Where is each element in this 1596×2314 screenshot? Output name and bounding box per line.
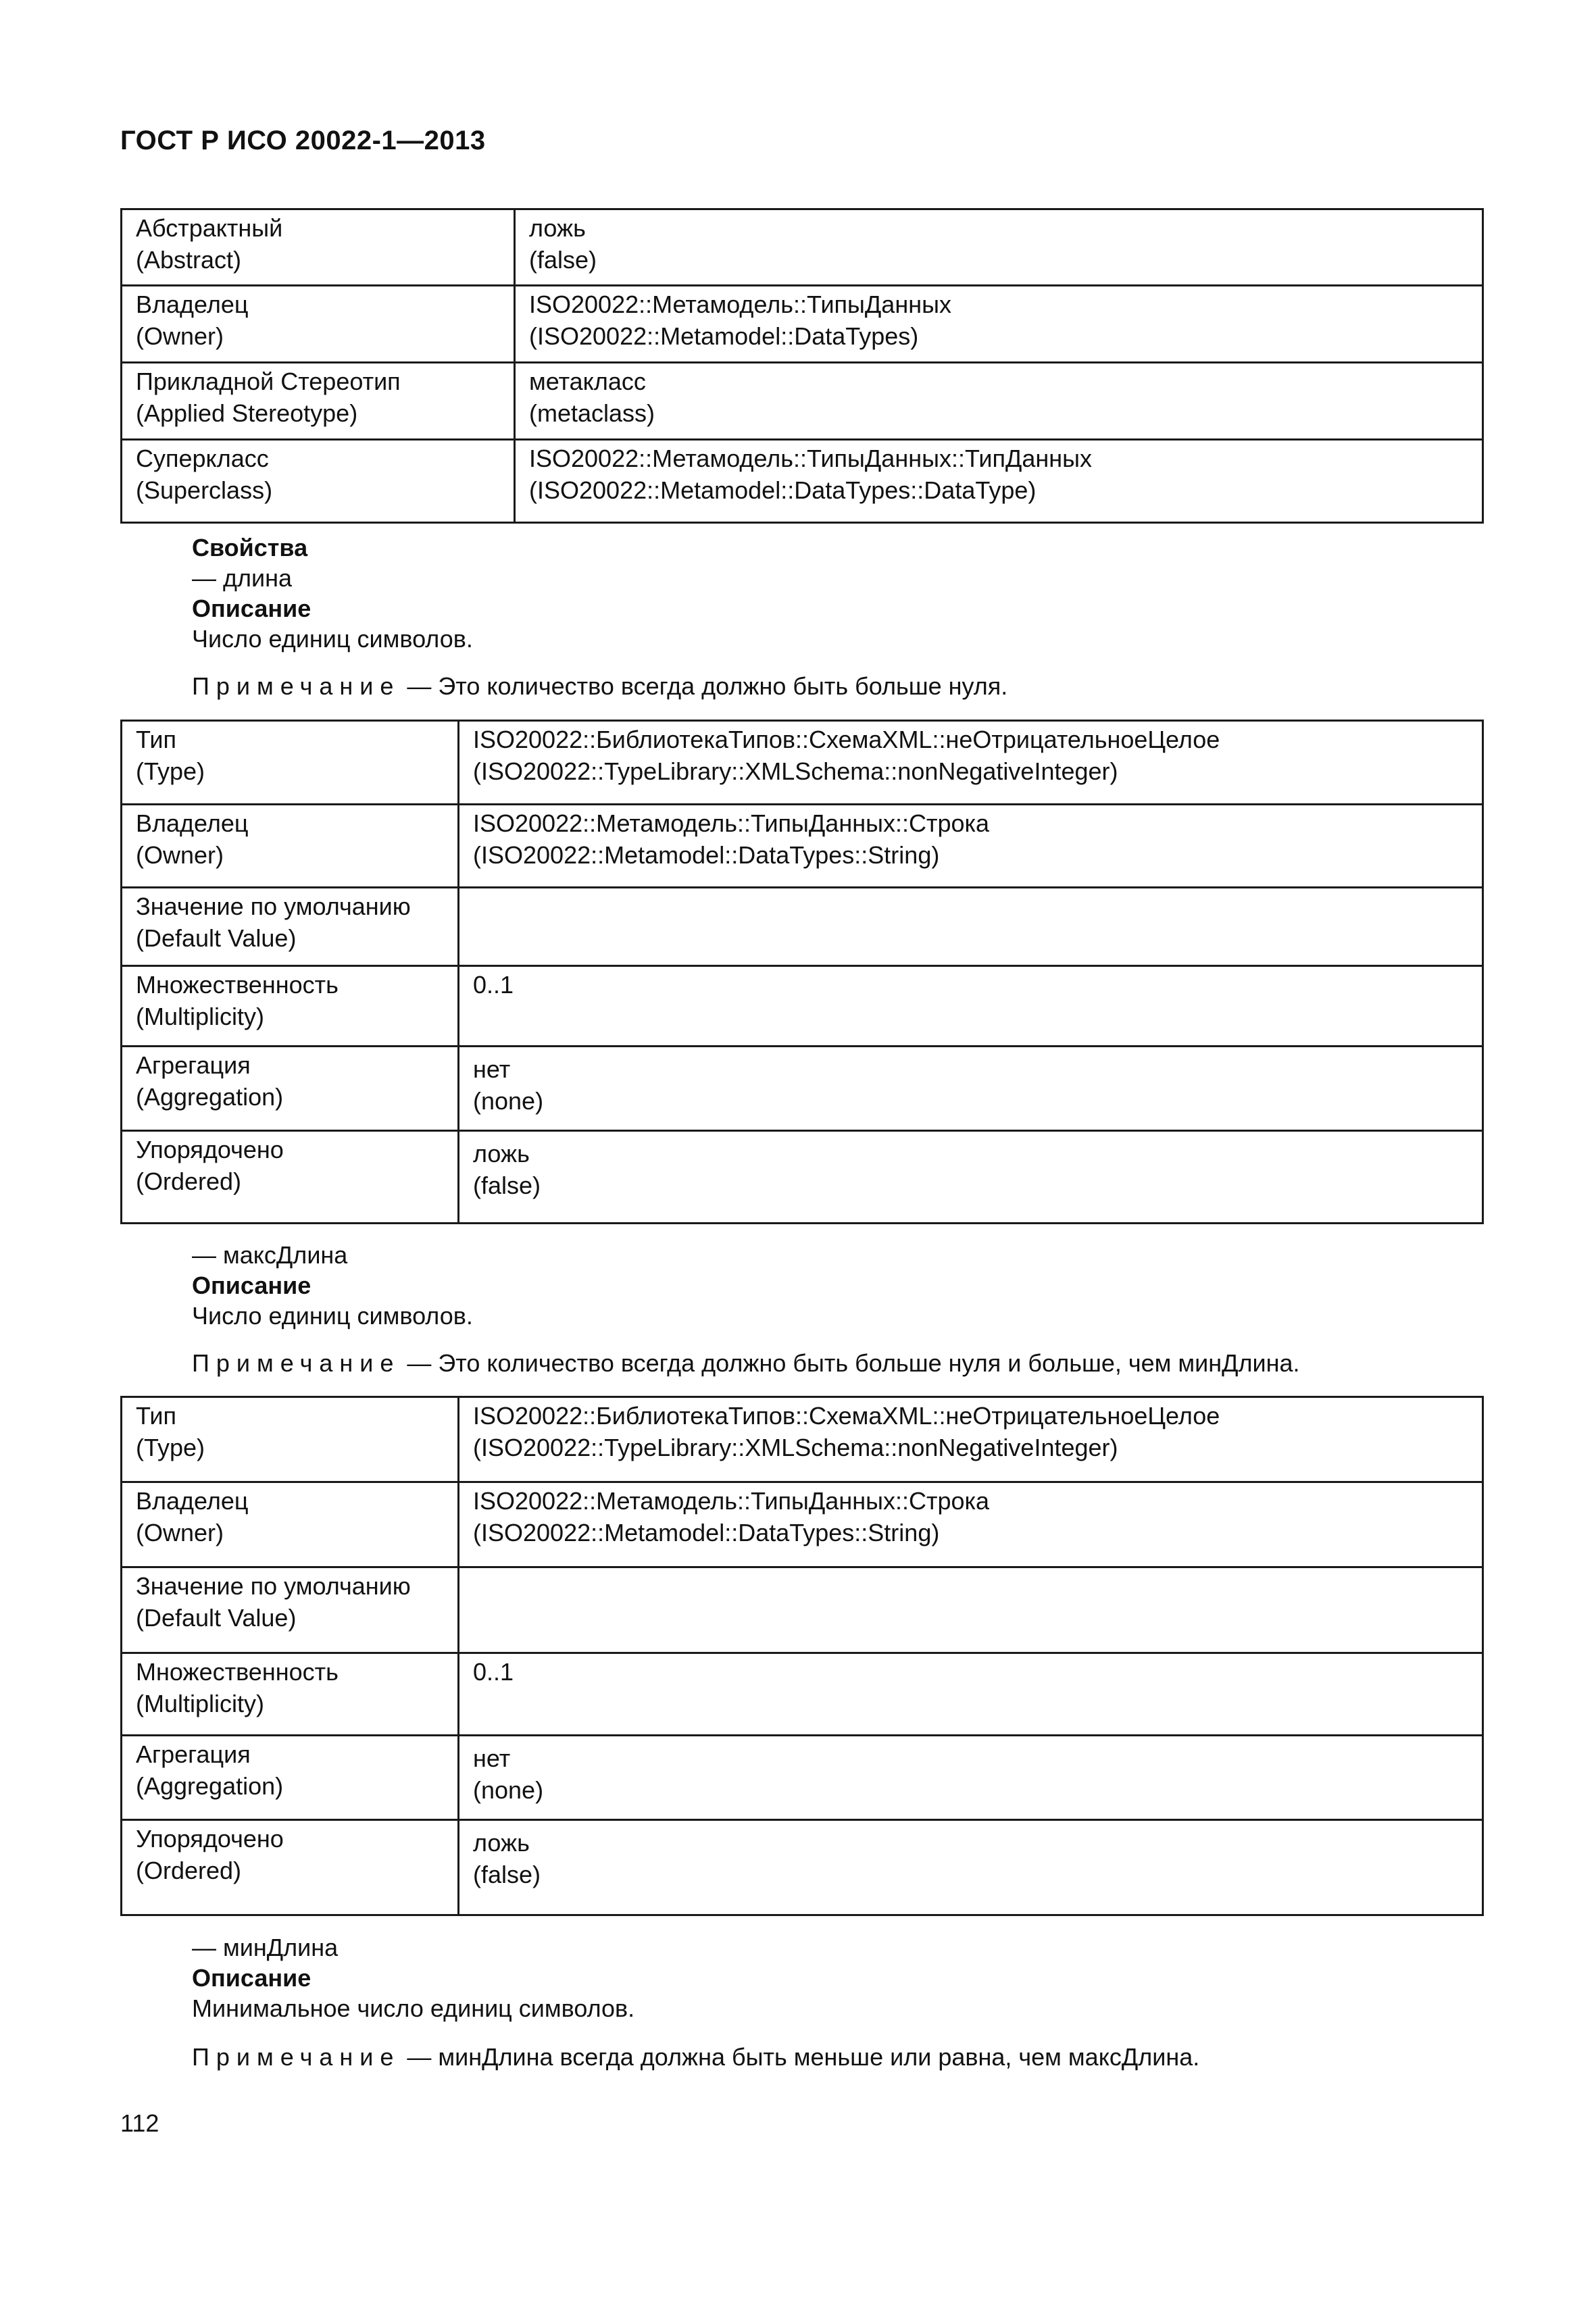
label-cell [122, 1482, 459, 1567]
label-en: (Ordered) [136, 1167, 242, 1195]
value-en: (none) [473, 1776, 544, 1804]
value-en: (ISO20022::TypeLibrary::XMLSchema::nonNegativeInteger) [473, 757, 1118, 785]
label-en: (Owner) [136, 841, 224, 869]
value-ru: ложь [473, 1140, 530, 1167]
label-cell [122, 1653, 459, 1736]
value-ru: 0..1 [473, 1658, 514, 1686]
value-cell [515, 209, 1483, 286]
note [192, 671, 1007, 701]
value-ru: ложь [529, 214, 586, 242]
description-text: Минимальное число единиц символов. [192, 1994, 635, 2022]
note-label: Примечание [192, 1349, 401, 1377]
label-cell [122, 1397, 459, 1482]
label-ru: Суперкласс [136, 445, 269, 472]
label-ru: Прикладной Стереотип [136, 368, 401, 395]
table-row [122, 1047, 1483, 1131]
table-row [122, 805, 1483, 888]
table-row [122, 209, 1483, 286]
value-cell [515, 440, 1483, 523]
property-name: — максДлина [192, 1241, 348, 1269]
value-en: (false) [529, 246, 597, 274]
value-cell [459, 805, 1483, 888]
value-ru: ISO20022::Метамодель::ТипыДанных::ТипДанных [529, 445, 1093, 472]
value-cell [459, 1047, 1483, 1131]
property-name: — минДлина [192, 1934, 339, 1961]
label-cell [122, 1131, 459, 1224]
value-ru: ложь [473, 1829, 530, 1857]
table-row [122, 1820, 1483, 1915]
label-ru: Упорядочено [136, 1136, 284, 1163]
table-row [122, 286, 1483, 363]
value-en: (ISO20022::TypeLibrary::XMLSchema::nonNegativeInteger) [473, 1434, 1118, 1461]
value-cell [515, 286, 1483, 363]
label-ru: Упорядочено [136, 1825, 284, 1853]
value-ru: ISO20022::БиблиотекаТипов::СхемаXML::неОтрицательноеЦелое [473, 726, 1220, 753]
value-cell [459, 1567, 1483, 1653]
value-cell [459, 1131, 1483, 1224]
note [192, 1348, 1300, 1378]
value-cell [459, 1397, 1483, 1482]
label-en: (Superclass) [136, 476, 273, 504]
value-ru: метакласс [529, 368, 646, 395]
label-en: (Abstract) [136, 246, 242, 274]
label-cell [122, 1047, 459, 1131]
note [192, 2042, 1199, 2072]
label-cell [122, 363, 515, 440]
label-en: (Default Value) [136, 1604, 297, 1632]
value-cell [459, 966, 1483, 1047]
value-ru: ISO20022::Метамодель::ТипыДанных [529, 291, 951, 318]
property-maxlength-table [120, 1396, 1484, 1916]
label-ru: Множественность [136, 1658, 339, 1686]
label-cell [122, 721, 459, 805]
description-heading: Описание [192, 1964, 311, 1992]
label-ru: Значение по умолчанию [136, 892, 411, 920]
label-cell [122, 1820, 459, 1915]
note-label: Примечание [192, 2043, 401, 2071]
description-text: Число единиц символов. [192, 1302, 473, 1330]
note-text: — Это количество всегда должно быть больше нуля и больше, чем минДлина. [400, 1349, 1300, 1377]
label-ru: Владелец [136, 291, 249, 318]
table-row [122, 721, 1483, 805]
value-ru: ISO20022::Метамодель::ТипыДанных::Строка [473, 1487, 990, 1515]
label-cell [122, 1567, 459, 1653]
label-cell [122, 966, 459, 1047]
value-ru: ISO20022::Метамодель::ТипыДанных::Строка [473, 809, 990, 837]
value-en: (ISO20022::Metamodel::DataTypes::String) [473, 841, 940, 869]
value-ru: нет [473, 1055, 511, 1083]
value-ru: ISO20022::БиблиотекаТипов::СхемаXML::неОтрицательноеЦелое [473, 1402, 1220, 1430]
value-ru: нет [473, 1744, 511, 1772]
label-cell [122, 440, 515, 523]
value-cell [459, 1736, 1483, 1820]
label-ru: Агрегация [136, 1740, 251, 1768]
label-en: (Multiplicity) [136, 1003, 265, 1030]
value-cell [515, 363, 1483, 440]
note-label: Примечание [192, 672, 401, 700]
note-text: — Это количество всегда должно быть больше нуля. [400, 672, 1008, 700]
value-en: (ISO20022::Metamodel::DataTypes::String) [473, 1519, 940, 1546]
table-row [122, 1397, 1483, 1482]
table-row [122, 1482, 1483, 1567]
label-cell [122, 805, 459, 888]
label-en: (Aggregation) [136, 1772, 284, 1800]
label-ru: Значение по умолчанию [136, 1572, 411, 1600]
description-text: Число единиц символов. [192, 625, 473, 653]
value-ru: 0..1 [473, 971, 514, 999]
table-row [122, 1567, 1483, 1653]
value-en: (ISO20022::Metamodel::DataTypes::DataType) [529, 476, 1037, 504]
value-en: (metaclass) [529, 399, 655, 427]
value-en: (ISO20022::Metamodel::DataTypes) [529, 322, 919, 350]
table-row [122, 1653, 1483, 1736]
property-length-table [120, 720, 1484, 1224]
value-en: (none) [473, 1087, 544, 1115]
label-en: (Ordered) [136, 1857, 242, 1884]
label-ru: Агрегация [136, 1051, 251, 1079]
label-ru: Тип [136, 1402, 177, 1430]
table-row [122, 440, 1483, 523]
value-cell [459, 1482, 1483, 1567]
description-heading: Описание [192, 595, 311, 622]
label-cell [122, 209, 515, 286]
label-cell [122, 286, 515, 363]
label-en: (Applied Stereotype) [136, 399, 358, 427]
note-text: — минДлина всегда должна быть меньше или равна, чем максДлина. [400, 2043, 1200, 2071]
label-en: (Aggregation) [136, 1083, 284, 1111]
label-ru: Владелец [136, 809, 249, 837]
value-cell [459, 1820, 1483, 1915]
class-attributes-table [120, 208, 1484, 524]
description-heading: Описание [192, 1272, 311, 1299]
value-cell [459, 1653, 1483, 1736]
label-ru: Владелец [136, 1487, 249, 1515]
label-en: (Owner) [136, 322, 224, 350]
label-ru: Абстрактный [136, 214, 283, 242]
label-ru: Множественность [136, 971, 339, 999]
label-en: (Multiplicity) [136, 1690, 265, 1717]
label-cell [122, 888, 459, 966]
table-row [122, 966, 1483, 1047]
value-en: (false) [473, 1861, 541, 1888]
value-en: (false) [473, 1172, 541, 1199]
table-row [122, 1736, 1483, 1820]
label-en: (Owner) [136, 1519, 224, 1546]
label-ru: Тип [136, 726, 177, 753]
table-row [122, 1131, 1483, 1224]
properties-heading: Свойства [192, 534, 308, 561]
property-name: — длина [192, 564, 293, 592]
label-en: (Type) [136, 1434, 205, 1461]
table-row [122, 363, 1483, 440]
label-en: (Type) [136, 757, 205, 785]
label-en: (Default Value) [136, 924, 297, 952]
value-cell [459, 721, 1483, 805]
page-number: 112 [120, 2109, 159, 2137]
value-cell [459, 888, 1483, 966]
table-row [122, 888, 1483, 966]
label-cell [122, 1736, 459, 1820]
document-header: ГОСТ Р ИСО 20022-1—2013 [120, 126, 486, 155]
